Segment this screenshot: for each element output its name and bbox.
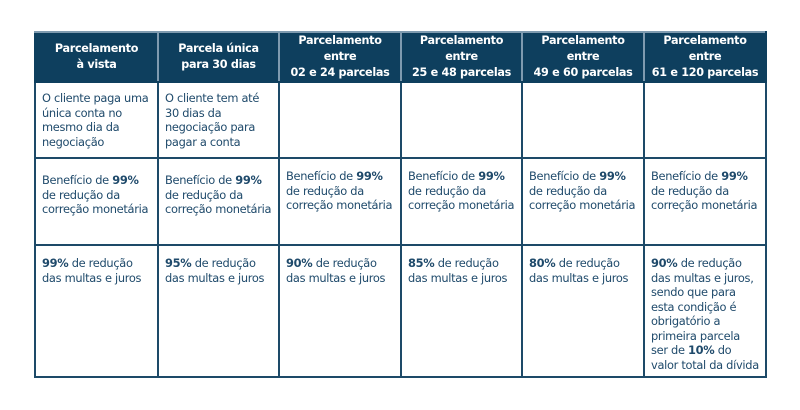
correction-cell: Benefício de 99% de redução da correção monetária (158, 158, 279, 245)
correction-cell: Benefício de 99% de redução da correção monetária (522, 158, 644, 245)
header-25-48: Parcelamento entre 25 e 48 parcelas (401, 32, 522, 82)
header-49-60: Parcelamento entre 49 e 60 parcelas (522, 32, 644, 82)
description-cell: O cliente tem até 30 dias da negociação para pagar a conta (158, 82, 279, 158)
correction-cell: Benefício de 99% de redução da correção monetária (401, 158, 522, 245)
header-61-120: Parcelamento entre 61 e 120 parcelas (644, 32, 766, 82)
fines-cell: 90% de redução das multas e juros (279, 245, 401, 377)
installment-conditions-table (34, 31, 767, 378)
description-cell (522, 82, 644, 158)
description-cell (401, 82, 522, 158)
fines-row (35, 245, 766, 377)
correction-cell: Benefício de 99% de redução da correção monetária (35, 158, 158, 245)
header-parcela-unica: Parcela única para 30 dias (158, 32, 279, 82)
header-row (35, 32, 766, 82)
correction-row (35, 158, 766, 245)
fines-cell: 90% de redução das multas e juros, sendo que para esta condição é obrigatório a primeira parcela ser de 10% do valor total da dívida (644, 245, 766, 377)
header-02-24: Parcelamento entre 02 e 24 parcelas (279, 32, 401, 82)
fines-cell: 85% de redução das multas e juros (401, 245, 522, 377)
description-cell: O cliente paga uma única conta no mesmo dia da negociação (35, 82, 158, 158)
correction-cell: Benefício de 99% de redução da correção monetária (644, 158, 766, 245)
description-cell (644, 82, 766, 158)
description-row (35, 82, 766, 158)
fines-cell: 80% de redução das multas e juros (522, 245, 644, 377)
fines-cell: 95% de redução das multas e juros (158, 245, 279, 377)
fines-cell: 99% de redução das multas e juros (35, 245, 158, 377)
correction-cell: Benefício de 99% de redução da correção monetária (279, 158, 401, 245)
description-cell (279, 82, 401, 158)
header-a-vista: Parcelamento à vista (35, 32, 158, 82)
